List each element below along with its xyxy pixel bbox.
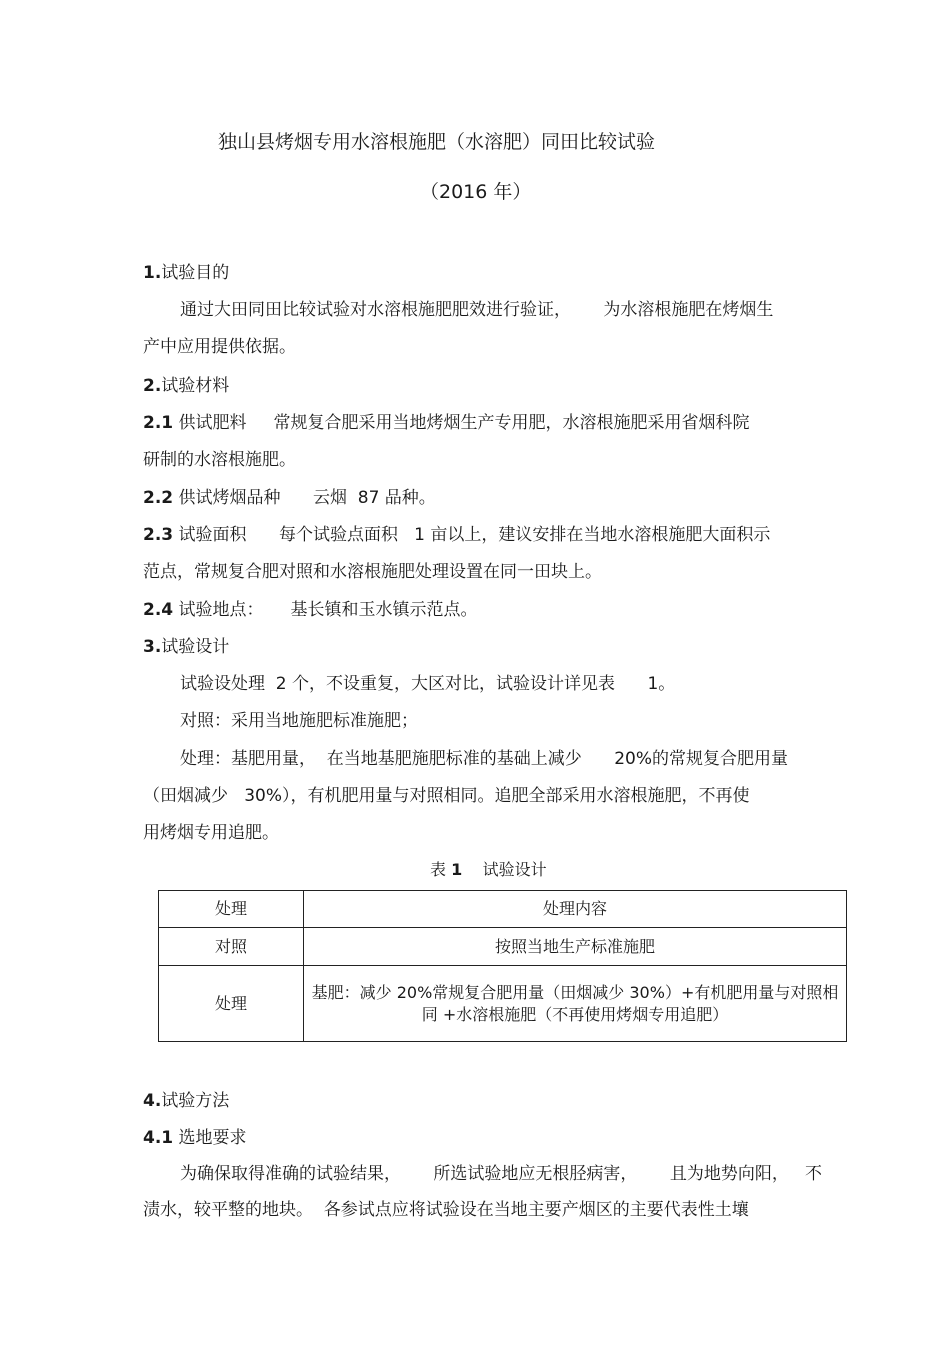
table-cell: 按照当地生产标准施肥	[304, 928, 847, 966]
section-number: 2.	[143, 376, 162, 396]
item-number: 2.3	[143, 525, 174, 545]
item-number: 2.2	[143, 488, 174, 508]
section-number: 1.	[143, 263, 162, 283]
item-text: 试验面积 每个试验点面积 1 亩以上，建议安排在当地水溶根施肥大面积示	[173, 525, 771, 545]
item-2-4	[143, 599, 478, 621]
table-cell: 基肥：减少 20%常规复合肥用量（田烟减少 30%）+有机肥用量与对照相同 +水溶根施肥（不再使用烤烟专用追肥）	[304, 966, 847, 1042]
paragraph-line: （田烟减少 30%），有机肥用量与对照相同。追肥全部采用水溶根施肥，不再使	[143, 786, 750, 806]
section-number: 4.	[143, 1091, 162, 1111]
section-4-heading	[143, 1090, 229, 1112]
section-number: 3.	[143, 637, 162, 657]
item-text: 试验地点： 基长镇和玉水镇示范点。	[173, 600, 478, 620]
section-3-heading	[143, 636, 229, 658]
document-title: 独山县烤烟专用水溶根施肥（水溶肥）同田比较试验	[218, 131, 656, 153]
item-2-1	[143, 412, 750, 434]
paragraph-line: 用烤烟专用追肥。	[143, 823, 279, 843]
paragraph-line: 为确保取得准确的试验结果， 所选试验地应无根胫病害， 且为地势向阳， 不	[180, 1164, 823, 1184]
document-year: （2016 年）	[420, 181, 532, 203]
paragraph-line: 试验设处理 2 个，不设重复，大区对比，试验设计详见表 1。	[180, 674, 676, 694]
section-1-heading	[143, 262, 229, 284]
table-cell: 对照	[159, 928, 304, 966]
item-text: 供试烤烟品种 云烟 87 品种。	[173, 488, 436, 508]
section-title: 试验方法	[161, 1091, 230, 1111]
table-header-row	[159, 891, 847, 928]
table-header-cell: 处理	[159, 891, 304, 928]
table-row	[159, 966, 847, 1042]
item-number: 2.1	[143, 413, 174, 433]
paragraph-line: 对照：采用当地施肥标准施肥；	[180, 711, 418, 731]
caption-prefix: 表	[430, 860, 452, 879]
item-number: 4.1	[143, 1128, 174, 1148]
design-table	[158, 890, 847, 1042]
paragraph-line: 产中应用提供依据。	[143, 337, 296, 357]
item-2-2	[143, 487, 436, 509]
paragraph-line: 范点，常规复合肥对照和水溶根施肥处理设置在同一田块上。	[143, 562, 602, 582]
table-caption	[430, 859, 547, 881]
caption-text: 试验设计	[462, 860, 547, 879]
paragraph-line: 研制的水溶根施肥。	[143, 450, 296, 470]
section-2-heading	[143, 375, 229, 397]
table-cell: 处理	[159, 966, 304, 1042]
paragraph-line: 通过大田同田比较试验对水溶根施肥肥效进行验证， 为水溶根施肥在烤烟生	[180, 300, 774, 320]
paragraph-line: 渍水，较平整的地块。 各参试点应将试验设在当地主要产烟区的主要代表性土壤	[143, 1200, 749, 1220]
item-number: 2.4	[143, 600, 174, 620]
paragraph-line: 处理：基肥用量， 在当地基肥施肥标准的基础上减少 20%的常规复合肥用量	[180, 749, 789, 769]
section-title: 试验设计	[161, 637, 230, 657]
item-4-1	[143, 1127, 247, 1149]
section-title: 试验目的	[161, 263, 230, 283]
section-title: 试验材料	[161, 376, 230, 396]
item-text: 供试肥料 常规复合肥采用当地烤烟生产专用肥，水溶根施肥采用省烟科院	[173, 413, 750, 433]
caption-number: 1	[451, 860, 463, 879]
table-row	[159, 928, 847, 966]
item-2-3	[143, 524, 770, 546]
table-header-cell: 处理内容	[304, 891, 847, 928]
item-text: 选地要求	[173, 1128, 247, 1148]
